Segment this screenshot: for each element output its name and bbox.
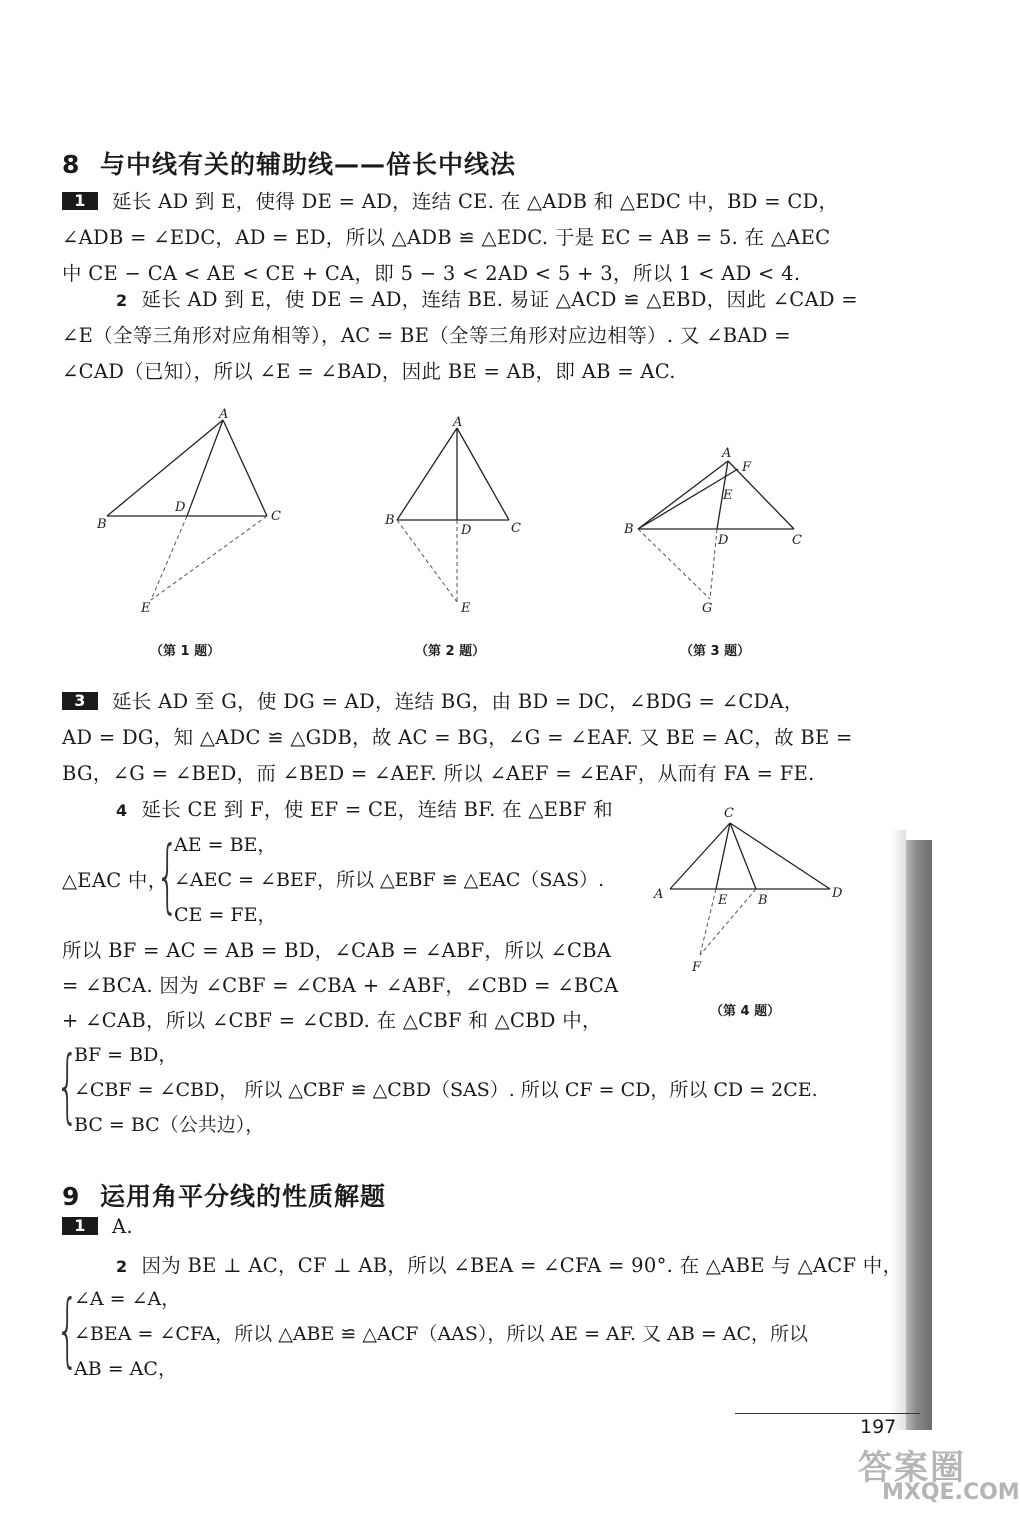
caption-fig-4: （第 4 题）: [710, 1004, 781, 1019]
fig2-label-d: D: [461, 523, 472, 538]
s8-p2-number: 2: [116, 291, 128, 310]
s9-p2-number: 2: [116, 1257, 128, 1276]
s8-p4-line4: + ∠CAB，所以 ∠CBF = ∠CBD. 在 △CBF 和 △CBD 中，: [62, 1009, 602, 1032]
fig4-label-a: A: [654, 887, 664, 902]
s8-p1-line1: [62, 186, 838, 214]
s8-p3-text-1: 延长 AD 至 G，使 DG = AD，连结 BG，由 BD = DC，∠BDG = ∠CDA，: [112, 690, 804, 713]
s8-p4-sys1-row2: ∠AEC = ∠BEF，所以 △EBF ≌ △EAC（SAS）.: [174, 869, 605, 891]
section-9-title: 运用角平分线的性质解题: [100, 1182, 387, 1211]
s8-p3-line1: [62, 686, 804, 714]
s8-p4-brace-2: {: [56, 1039, 79, 1132]
fig3-label-e: E: [723, 488, 733, 503]
s8-p3-badge: 3: [62, 692, 98, 710]
caption-fig-1: （第 1 题）: [150, 644, 221, 659]
fig3-label-f: F: [742, 460, 752, 475]
s8-p3-line3: BG，∠G = ∠BED，而 ∠BED = ∠AEF. 所以 ∠AEF = ∠EAF，从而有 FA = FE.: [62, 762, 815, 785]
section-9-heading: [62, 1177, 386, 1213]
s9-p1-badge: 1: [62, 1217, 98, 1235]
s8-p4-text-1: 延长 CE 到 F，使 EF = CE，连结 BF. 在 △EBF 和: [141, 798, 613, 821]
s8-p2-line2: ∠E（全等三角形对应角相等），AC = BE（全等三角形对应边相等）. 又 ∠BAD =: [62, 324, 791, 347]
fig4-label-d: D: [832, 886, 843, 901]
caption-fig-3: （第 3 题）: [680, 644, 751, 659]
s9-p2-sys-row2: ∠BEA = ∠CFA，所以 △ABE ≌ △ACF（AAS），所以 AE = AF. 又 AB = AC，所以: [74, 1323, 809, 1345]
fig4-label-b: B: [758, 893, 768, 908]
caption-fig-2: （第 2 题）: [415, 644, 486, 659]
s8-p1-text-1: 延长 AD 到 E，使得 DE = AD，连结 CE. 在 △ADB 和 △EDC 中，BD = CD，: [112, 190, 839, 213]
fig1-label-e: E: [141, 601, 151, 616]
s8-p4-line2: 所以 BF = AC = AB = BD，∠CAB = ∠ABF，所以 ∠CBA: [62, 939, 612, 962]
fig2-label-c: C: [511, 521, 521, 536]
fig3-label-c: C: [792, 533, 802, 548]
fig1-label-d: D: [175, 500, 186, 515]
watermark-logo: 答案圈: [858, 1448, 966, 1488]
fig4-label-e: E: [718, 893, 728, 908]
fig3-label-g: G: [702, 601, 713, 616]
section-8-number: 8: [62, 150, 81, 179]
fig2-label-b: B: [385, 513, 395, 528]
fig3-label-a: A: [722, 446, 732, 461]
s9-p1-line: [62, 1215, 133, 1238]
s9-p2-text-1: 因为 BE ⊥ AC，CF ⊥ AB，所以 ∠BEA = ∠CFA = 90°. 在 △ABE 与 △ACF 中，: [141, 1254, 903, 1277]
s8-p4-sys1-row1: AE = BE，: [174, 834, 277, 856]
s8-p2-line1: [116, 284, 858, 312]
s8-p2-line3: ∠CAD（已知），所以 ∠E = ∠BAD，因此 BE = AB，即 AB = AC.: [62, 360, 676, 383]
s9-p2-sys-row1: ∠A = ∠A，: [74, 1288, 181, 1310]
page-edge-shadow-light: [890, 830, 906, 1430]
s9-p2-sys-row3: AB = AC，: [74, 1358, 177, 1380]
s8-p4-line1: [116, 794, 613, 822]
s8-p4-sys2-row2: ∠CBF = ∠CBD， 所以 △CBF ≌ △CBD（SAS）. 所以 CF = CD，所以 CD = 2CE.: [74, 1079, 818, 1101]
figure-2: [375, 412, 540, 622]
s8-p4-prefix: △EAC 中，: [62, 869, 168, 892]
s9-p2-brace: {: [56, 1283, 79, 1376]
s9-p1-answer: A.: [112, 1215, 133, 1238]
s9-p2-line1: [116, 1250, 902, 1278]
s8-p4-sys2-row3: BC = BC（公共边），: [74, 1114, 265, 1136]
s8-p2-text-1: 延长 AD 到 E，使 DE = AD，连结 BE. 易证 △ACD ≌ △EBD，因此 ∠CAD =: [141, 288, 858, 311]
page-edge-shadow: [906, 840, 932, 1430]
figure-4: [648, 803, 858, 978]
fig4-label-f: F: [692, 960, 702, 975]
s8-p4-sys1-row3: CE = FE，: [174, 904, 277, 926]
fig3-label-b: B: [624, 522, 634, 537]
fig2-label-e: E: [461, 601, 471, 616]
fig2-label-a: A: [453, 415, 463, 430]
section-8-title: 与中线有关的辅助线——倍长中线法: [100, 150, 517, 179]
s8-p4-number: 4: [116, 801, 128, 820]
section-9-number: 9: [62, 1182, 81, 1211]
s8-p3-line2: AD = DG，知 △ADC ≌ △GDB，故 AC = BG，∠G = ∠EAF. 又 BE = AC，故 BE =: [62, 726, 853, 749]
s8-p1-badge: 1: [62, 192, 98, 210]
s8-p1-line3: 中 CE − CA < AE < CE + CA，即 5 − 3 < 2AD < 5 + 3，所以 1 < AD < 4.: [62, 262, 801, 285]
fig1-label-b: B: [97, 517, 107, 532]
figure-3: [618, 443, 818, 623]
watermark-url: MXQE.COM: [882, 1480, 1020, 1505]
footer-rule: [735, 1413, 920, 1414]
page-number: 197: [860, 1416, 897, 1438]
figure-1: [95, 408, 295, 620]
section-8-heading: [62, 145, 516, 181]
s8-p1-line2: ∠ADB = ∠EDC，AD = ED，所以 △ADB ≌ △EDC. 于是 EC = AB = 5. 在 △AEC: [62, 226, 831, 249]
s8-p4-sys2-row1: BF = BD，: [74, 1044, 178, 1066]
fig1-label-c: C: [271, 509, 281, 524]
s8-p4-brace-1: {: [156, 829, 179, 922]
s8-p4-line3: = ∠BCA. 因为 ∠CBF = ∠CBA + ∠ABF，∠CBD = ∠BCA: [62, 974, 619, 997]
fig3-label-d: D: [718, 533, 729, 548]
fig4-label-c: C: [724, 806, 734, 821]
fig1-label-a: A: [219, 407, 229, 422]
